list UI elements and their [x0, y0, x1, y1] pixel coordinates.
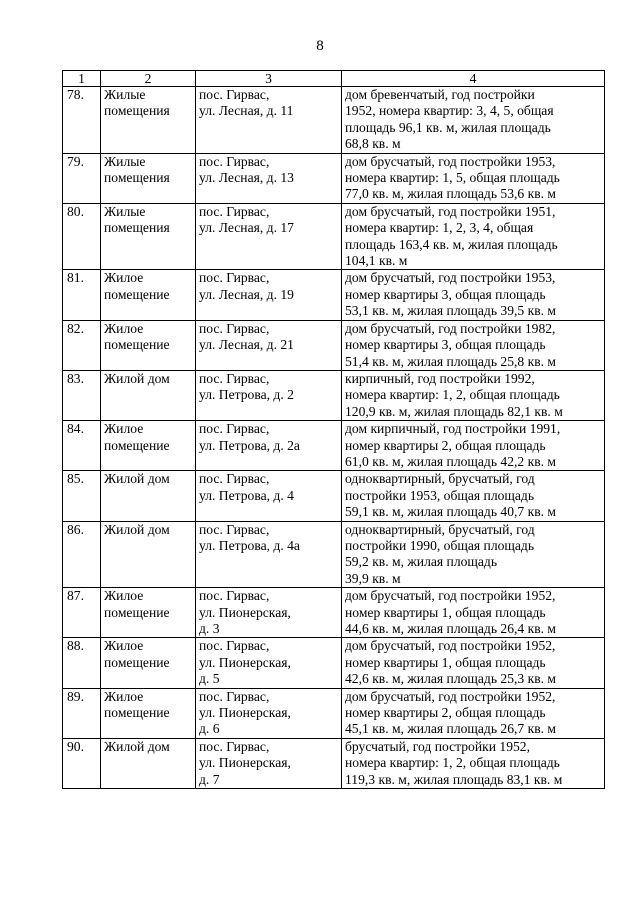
description-line: 68,8 кв. м [345, 136, 401, 152]
address-line: пос. Гирвас, [199, 421, 270, 437]
property-type-cell [101, 153, 196, 203]
address-cell [196, 320, 342, 370]
row-number: 86. [63, 521, 101, 588]
description-line: номер квартиры 2, общая площадь [345, 705, 546, 721]
description-line: одноквартирный, брусчатый, год [345, 521, 535, 537]
table-row [63, 688, 605, 738]
address-cell [196, 638, 342, 688]
address-cell [196, 521, 342, 588]
property-type-line: помещения [104, 220, 170, 236]
table-row [63, 87, 605, 154]
table-row [63, 370, 605, 420]
description-cell [342, 588, 605, 638]
description-line: постройки 1990, общая площадь [345, 537, 535, 553]
description-line: номер квартиры 1, общая площадь [345, 604, 546, 620]
row-number: 87. [63, 588, 101, 638]
address-line: ул. Лесная, д. 13 [199, 170, 294, 186]
address-line: д. 7 [199, 771, 220, 787]
address-line: ул. Лесная, д. 17 [199, 220, 294, 236]
address-line: ул. Петрова, д. 2а [199, 437, 300, 453]
description-cell [342, 203, 605, 270]
address-cell [196, 688, 342, 738]
table-row [63, 203, 605, 270]
description-cell [342, 153, 605, 203]
property-table [62, 70, 605, 789]
property-type-cell [101, 638, 196, 688]
description-line: 42,6 кв. м, жилая площадь 25,3 кв. м [345, 671, 557, 687]
table-row [63, 521, 605, 588]
address-line: пос. Гирвас, [199, 638, 270, 654]
address-line: ул. Лесная, д. 21 [199, 337, 294, 353]
property-type-line: Жилое [104, 688, 144, 704]
description-line: 77,0 кв. м, жилая площадь 53,6 кв. м [345, 186, 557, 202]
property-type-cell [101, 421, 196, 471]
description-line: 45,1 кв. м, жилая площадь 26,7 кв. м [345, 721, 557, 737]
address-line: пос. Гирвас, [199, 738, 270, 754]
table-row [63, 471, 605, 521]
description-line: номера квартир: 1, 2, общая площадь [345, 387, 560, 403]
table-row [63, 638, 605, 688]
description-line: номер квартиры 2, общая площадь [345, 437, 546, 453]
address-line: д. 3 [199, 621, 220, 636]
address-line: пос. Гирвас, [199, 588, 270, 604]
description-line: номера квартир: 1, 5, общая площадь [345, 170, 560, 186]
address-line: ул. Петрова, д. 4 [199, 487, 294, 503]
property-type-line: помещение [104, 286, 170, 302]
description-line: дом брусчатый, год постройки 1951, [345, 203, 556, 219]
address-cell [196, 421, 342, 471]
property-type-line: Жилое [104, 638, 144, 654]
property-type-line: помещение [104, 337, 170, 353]
row-number: 79. [63, 153, 101, 203]
description-line: 51,4 кв. м, жилая площадь 25,8 кв. м [345, 353, 557, 369]
address-line: пос. Гирвас, [199, 270, 270, 286]
address-line: ул. Петрова, д. 4а [199, 537, 300, 553]
address-line: пос. Гирвас, [199, 370, 270, 386]
row-number: 85. [63, 471, 101, 521]
description-line: 44,6 кв. м, жилая площадь 26,4 кв. м [345, 621, 557, 636]
property-type-cell [101, 370, 196, 420]
address-line: ул. Лесная, д. 11 [199, 103, 294, 119]
property-type-line: помещение [104, 654, 170, 670]
description-line: 59,1 кв. м, жилая площадь 40,7 кв. м [345, 504, 557, 520]
row-number: 82. [63, 320, 101, 370]
address-cell [196, 87, 342, 154]
address-line: д. 6 [199, 721, 220, 737]
table-row [63, 588, 605, 638]
address-line: пос. Гирвас, [199, 153, 270, 169]
address-line: пос. Гирвас, [199, 87, 270, 102]
description-line: номер квартиры 3, общая площадь [345, 337, 546, 353]
description-line: 53,1 кв. м, жилая площадь 39,5 кв. м [345, 303, 557, 319]
property-type-cell [101, 471, 196, 521]
table-body [63, 87, 605, 789]
property-type-line: Жилой дом [104, 370, 170, 386]
description-line: номера квартир: 1, 2, 3, 4, общая [345, 220, 534, 236]
description-cell [342, 521, 605, 588]
address-line: д. 5 [199, 671, 220, 687]
property-type-line: Жилой дом [104, 471, 170, 487]
column-header-4: 4 [342, 71, 605, 87]
property-type-line: Жилые [104, 153, 146, 169]
page-number: 8 [316, 38, 324, 54]
description-line: 119,3 кв. м, жилая площадь 83,1 кв. м [345, 771, 563, 787]
address-line: ул. Пионерская, [199, 604, 291, 620]
address-cell [196, 738, 342, 788]
description-line: 59,2 кв. м, жилая площадь [345, 554, 498, 570]
address-line: пос. Гирвас, [199, 320, 270, 336]
property-type-line: Жилые [104, 87, 146, 102]
description-cell [342, 421, 605, 471]
table-row [63, 738, 605, 788]
property-type-cell [101, 738, 196, 788]
property-type-cell [101, 688, 196, 738]
address-cell [196, 270, 342, 320]
property-type-line: Жилое [104, 270, 144, 286]
description-line: дом брусчатый, год постройки 1952, [345, 688, 556, 704]
property-type-line: Жилое [104, 588, 144, 604]
property-type-line: помещение [104, 604, 170, 620]
description-line: 104,1 кв. м [345, 253, 408, 269]
property-type-line: помещения [104, 170, 170, 186]
table-row [63, 153, 605, 203]
address-line: ул. Пионерская, [199, 654, 291, 670]
row-number: 78. [63, 87, 101, 154]
address-cell [196, 370, 342, 420]
address-line: ул. Лесная, д. 19 [199, 286, 294, 302]
address-line: ул. Петрова, д. 2 [199, 387, 294, 403]
address-cell [196, 203, 342, 270]
description-line: 39,9 кв. м [345, 570, 401, 586]
address-cell [196, 153, 342, 203]
property-type-line: Жилой дом [104, 738, 170, 754]
property-type-line: Жилые [104, 203, 146, 219]
description-line: дом брусчатый, год постройки 1982, [345, 320, 556, 336]
address-cell [196, 588, 342, 638]
description-cell [342, 320, 605, 370]
description-cell [342, 87, 605, 154]
row-number: 90. [63, 738, 101, 788]
row-number: 84. [63, 421, 101, 471]
table-row [63, 270, 605, 320]
row-number: 80. [63, 203, 101, 270]
property-type-line: Жилой дом [104, 521, 170, 537]
property-type-line: помещения [104, 103, 170, 119]
row-number: 88. [63, 638, 101, 688]
description-line: постройки 1953, общая площадь [345, 487, 535, 503]
column-header-3: 3 [196, 71, 342, 87]
description-line: дом брусчатый, год постройки 1952, [345, 588, 556, 604]
property-type-cell [101, 588, 196, 638]
column-header-2: 2 [101, 71, 196, 87]
description-cell [342, 738, 605, 788]
table-header-row [63, 71, 605, 87]
property-type-line: Жилое [104, 320, 144, 336]
description-line: 1952, номера квартир: 3, 4, 5, общая [345, 103, 554, 119]
description-line: 61,0 кв. м, жилая площадь 42,2 кв. м [345, 453, 557, 469]
table-row [63, 320, 605, 370]
description-cell [342, 688, 605, 738]
description-line: номер квартиры 3, общая площадь [345, 286, 546, 302]
description-cell [342, 638, 605, 688]
description-cell [342, 270, 605, 320]
description-line: дом бревенчатый, год постройки [345, 87, 535, 102]
description-line: площадь 96,1 кв. м, жилая площадь [345, 119, 551, 135]
description-line: одноквартирный, брусчатый, год [345, 471, 535, 487]
description-line: площадь 163,4 кв. м, жилая площадь [345, 236, 558, 252]
description-cell [342, 370, 605, 420]
description-line: дом брусчатый, год постройки 1953, [345, 153, 556, 169]
description-line: кирпичный, год постройки 1992, [345, 370, 535, 386]
property-type-cell [101, 270, 196, 320]
row-number: 81. [63, 270, 101, 320]
address-line: ул. Пионерская, [199, 705, 291, 721]
description-line: 120,9 кв. м, жилая площадь 82,1 кв. м [345, 403, 563, 419]
description-line: дом кирпичный, год постройки 1991, [345, 421, 561, 437]
property-type-cell [101, 521, 196, 588]
table-row [63, 421, 605, 471]
address-line: ул. Пионерская, [199, 755, 291, 771]
property-type-line: Жилое [104, 421, 144, 437]
property-type-line: помещение [104, 705, 170, 721]
address-line: пос. Гирвас, [199, 688, 270, 704]
description-line: номера квартир: 1, 2, общая площадь [345, 755, 560, 771]
description-line: брусчатый, год постройки 1952, [345, 738, 530, 754]
description-line: дом брусчатый, год постройки 1952, [345, 638, 556, 654]
row-number: 83. [63, 370, 101, 420]
address-cell [196, 471, 342, 521]
address-line: пос. Гирвас, [199, 521, 270, 537]
column-header-1: 1 [63, 71, 101, 87]
property-type-cell [101, 87, 196, 154]
property-type-cell [101, 320, 196, 370]
address-line: пос. Гирвас, [199, 203, 270, 219]
row-number: 89. [63, 688, 101, 738]
description-line: номер квартиры 1, общая площадь [345, 654, 546, 670]
address-line: пос. Гирвас, [199, 471, 270, 487]
description-line: дом брусчатый, год постройки 1953, [345, 270, 556, 286]
property-type-cell [101, 203, 196, 270]
description-cell [342, 471, 605, 521]
property-type-line: помещение [104, 437, 170, 453]
